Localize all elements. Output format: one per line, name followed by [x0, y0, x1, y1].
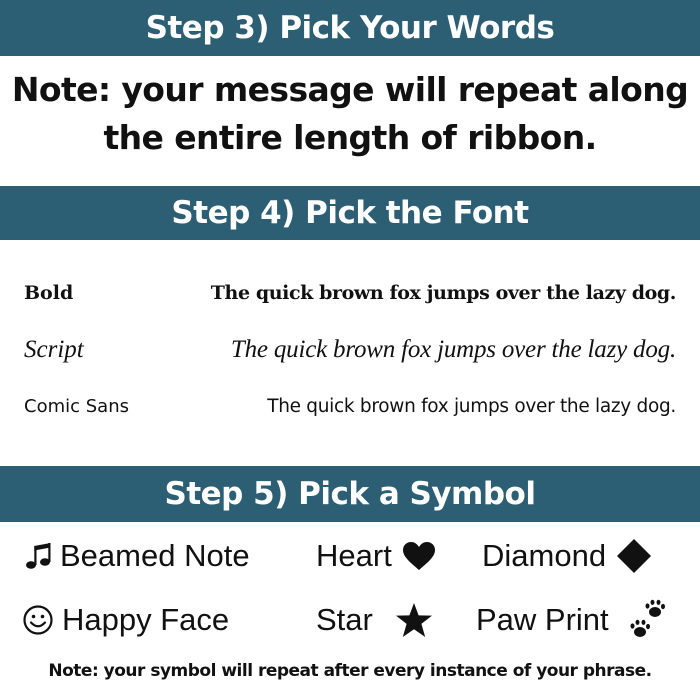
- font-name-bold: Bold: [24, 282, 74, 304]
- step-3-title: Step 3) Pick Your Words: [145, 10, 555, 46]
- symbol-label-beamed-note: Beamed Note: [60, 538, 250, 573]
- symbol-label-paw-print: Paw Print: [476, 602, 609, 637]
- paw-print-icon: [629, 599, 669, 641]
- step-5-title: Step 5) Pick a Symbol: [164, 476, 536, 512]
- message-repeat-note-line-2: the entire length of ribbon.: [103, 118, 597, 157]
- symbol-option-heart[interactable]: [316, 534, 436, 578]
- symbol-label-happy-face: Happy Face: [62, 602, 230, 637]
- font-option-comic-sans[interactable]: [0, 387, 700, 427]
- font-sample-comic-sans: The quick brown fox jumps over the lazy dog.: [267, 396, 676, 417]
- beamed-note-icon: [24, 541, 52, 571]
- diamond-icon: [616, 538, 652, 574]
- symbol-option-star[interactable]: [316, 598, 433, 642]
- star-icon: [395, 602, 433, 638]
- symbol-label-diamond: Diamond: [482, 538, 607, 573]
- symbol-option-beamed-note[interactable]: [24, 534, 250, 578]
- symbol-option-paw-print[interactable]: [476, 598, 669, 642]
- happy-face-icon: [22, 604, 54, 636]
- font-option-script[interactable]: [0, 330, 700, 370]
- step-4-banner: [0, 186, 700, 240]
- step-5-banner: [0, 466, 700, 522]
- message-repeat-note: [0, 66, 700, 162]
- symbol-label-heart: Heart: [316, 538, 392, 573]
- message-repeat-note-line-1: Note: your message will repeat along: [11, 70, 689, 109]
- symbol-label-star: Star: [316, 602, 373, 637]
- font-option-bold[interactable]: [0, 273, 700, 313]
- symbol-option-diamond[interactable]: [482, 534, 652, 578]
- symbol-option-happy-face[interactable]: [22, 598, 229, 642]
- font-sample-bold: The quick brown fox jumps over the lazy dog.: [210, 282, 676, 304]
- font-name-comic-sans: Comic Sans: [24, 396, 129, 417]
- symbol-repeat-note: Note: your symbol will repeat after every instance of your phrase.: [48, 661, 652, 681]
- step-4-title: Step 4) Pick the Font: [171, 195, 529, 231]
- font-sample-script: The quick brown fox jumps over the lazy dog.: [230, 336, 676, 363]
- font-name-script: Script: [24, 336, 84, 363]
- step-3-banner: [0, 0, 700, 56]
- heart-icon: [402, 541, 436, 571]
